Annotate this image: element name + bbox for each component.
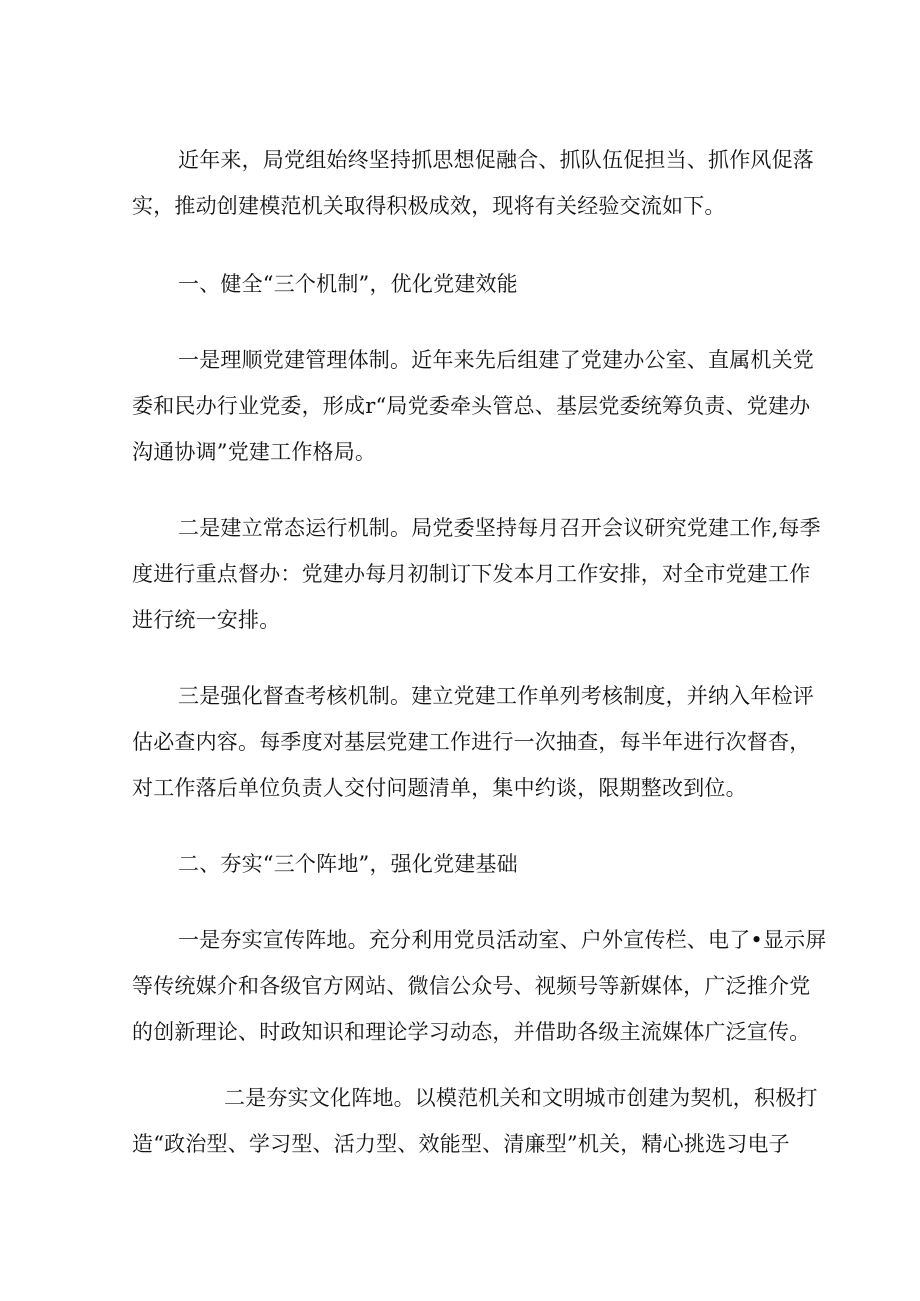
section-heading-1: 一、健全“三个机制”，优化党建效能 [178,272,518,296]
paragraph-line: 一是夯实宣传阵地。充分利用党员活动室、户外宣传栏、电了•显示屏 [178,928,827,952]
paragraph-line: 二是夯实文化阵地。以模范机关和文明城市创建为契机，积极打 [224,1086,818,1110]
paragraph-line: 沟通协调”党建工作格局。 [132,440,377,464]
paragraph-line: 估必查内容。每季度对基层党建工作进行一次抽查，每半年进行次督杳， [132,730,811,754]
paragraph-line: 进行统一安排。 [132,608,281,632]
paragraph-line: 对工作落后单位负责人交付问题清单，集中约谈，限期整改到位。 [132,776,747,800]
paragraph-line: 的创新理论、时政知识和理论学习动态，并借助各级主流媒体广泛宣传。 [132,1020,811,1044]
paragraph-line: 度进行重点督办：党建办每月初制订下发本月工作安排，对全市党建工作 [132,562,811,586]
paragraph-line: 造“政治型、学习型、活力型、效能型、清廉型”机关，精心挑选习电子 [132,1132,790,1156]
intro-line-2: 实，推动创建模范机关取得积极成效，现将有关经验交流如下。 [132,194,726,218]
section-heading-2: 二、夯实“三个阵地”，强化党建基础 [178,852,518,876]
paragraph-line: 三是强化督查考核机制。建立党建工作单列考核制度，并纳入年检评 [178,684,814,708]
paragraph-line: 委和民办行业党委，形成r“局党委牵头管总、基层党委统筹负责、党建办 [132,394,811,418]
paragraph-line: 二是建立常态运行机制。局党委坚持每月召开会议研究党建工作,每季 [178,516,821,540]
paragraph-line: 等传统媒介和各级官方网站、微信公众号、视频号等新媒体，广泛推介党 [132,974,811,998]
intro-line-1: 近年来，局党组始终坚持抓思想促融合、抓队伍促担当、抓作风促落 [178,148,814,172]
paragraph-line: 一是理顺党建管理体制。近年来先后组建了党建办公室、直属机关党 [178,348,814,372]
